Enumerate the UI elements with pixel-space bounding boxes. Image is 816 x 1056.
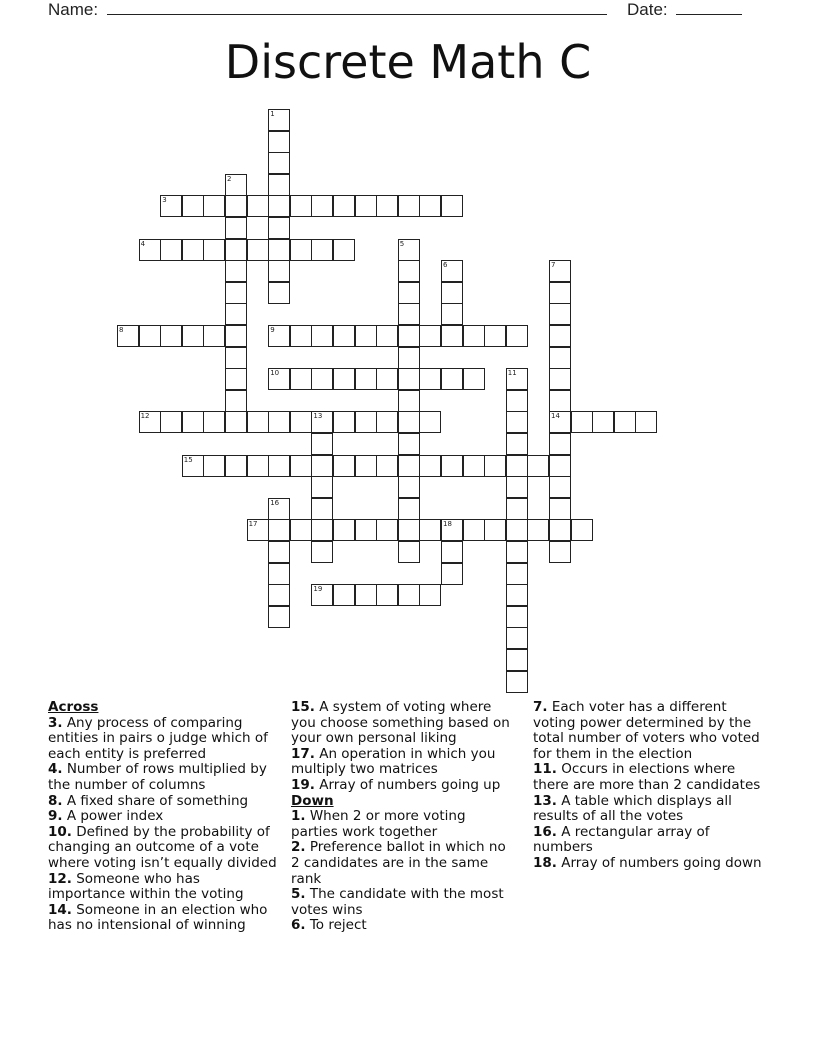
crossword-cell[interactable] xyxy=(268,368,290,390)
crossword-cell[interactable] xyxy=(290,455,312,477)
crossword-cell[interactable] xyxy=(419,584,441,606)
clue-number: 1 xyxy=(270,110,275,118)
down-clue-list-continued xyxy=(533,700,769,872)
crossword-cell[interactable] xyxy=(549,433,571,455)
crossword-cell[interactable] xyxy=(268,152,290,174)
crossword-cell[interactable] xyxy=(506,498,528,520)
crossword-cell[interactable] xyxy=(225,195,247,217)
crossword-cell[interactable] xyxy=(247,239,269,261)
clue-number-label: 10. xyxy=(48,823,72,840)
clue-item xyxy=(48,762,280,793)
clue-text: Preference ballot in which no 2 candidates are in the same rank xyxy=(291,839,506,887)
crossword-cell[interactable] xyxy=(311,455,333,477)
clue-text: A system of voting where you choose something based on your own personal liking xyxy=(291,699,510,747)
crossword-cell[interactable] xyxy=(549,519,571,541)
crossword-cell[interactable] xyxy=(311,195,333,217)
name-line[interactable] xyxy=(107,0,607,15)
crossword-cell[interactable] xyxy=(398,282,420,304)
clues-column-2 xyxy=(291,700,513,934)
clue-number-label: 18. xyxy=(533,854,557,871)
crossword-cell[interactable] xyxy=(311,411,333,433)
crossword-cell[interactable] xyxy=(376,411,398,433)
clue-item xyxy=(48,903,280,934)
crossword-cell[interactable] xyxy=(117,325,139,347)
clue-item xyxy=(291,747,513,778)
crossword-cell[interactable] xyxy=(225,411,247,433)
crossword-cell[interactable] xyxy=(268,174,290,196)
name-label: Name: xyxy=(48,0,99,19)
name-field[interactable] xyxy=(48,0,607,20)
crossword-cell[interactable] xyxy=(441,195,463,217)
crossword-cell[interactable] xyxy=(139,411,161,433)
crossword-cell[interactable] xyxy=(225,282,247,304)
clue-item xyxy=(291,700,513,747)
crossword-cell[interactable] xyxy=(268,260,290,282)
crossword-cell[interactable] xyxy=(506,433,528,455)
clue-text: Someone in an election who has no intensional of winning xyxy=(48,901,268,934)
crossword-cell[interactable] xyxy=(290,325,312,347)
crossword-cell[interactable] xyxy=(376,584,398,606)
clue-number-label: 3. xyxy=(48,714,63,731)
clue-text: When 2 or more voting parties work together xyxy=(291,808,466,840)
crossword-cell[interactable] xyxy=(398,325,420,347)
clue-text: Number of rows multiplied by the number of columns xyxy=(48,761,267,793)
crossword-cell[interactable] xyxy=(333,584,355,606)
clue-text: Array of numbers going up xyxy=(314,776,501,793)
crossword-cell[interactable] xyxy=(203,239,225,261)
clue-item xyxy=(291,809,513,840)
clue-number: 9 xyxy=(270,326,275,334)
crossword-cell[interactable] xyxy=(419,455,441,477)
crossword-cell[interactable] xyxy=(225,325,247,347)
crossword-cell[interactable] xyxy=(549,303,571,325)
crossword-cell[interactable] xyxy=(225,455,247,477)
clue-number: 16 xyxy=(270,498,280,507)
crossword-cell[interactable] xyxy=(311,368,333,390)
crossword-cell[interactable] xyxy=(182,455,204,477)
crossword-cell[interactable] xyxy=(225,239,247,261)
crossword-cell[interactable] xyxy=(398,195,420,217)
crossword-cell[interactable] xyxy=(203,411,225,433)
crossword-cell[interactable] xyxy=(441,519,463,541)
clue-number: 14 xyxy=(551,412,560,421)
crossword-cell[interactable] xyxy=(268,195,290,217)
clue-number: 8 xyxy=(119,326,124,334)
crossword-cell[interactable] xyxy=(355,411,377,433)
crossword-cell[interactable] xyxy=(441,563,463,585)
crossword-cell[interactable] xyxy=(549,411,571,433)
crossword-cell[interactable] xyxy=(398,498,420,520)
crossword-cell[interactable] xyxy=(311,498,333,520)
clue-text: Each voter has a different voting power determined by the total number of voters who voted for them in the election xyxy=(533,699,760,762)
crossword-cell[interactable] xyxy=(398,303,420,325)
clue-number: 2 xyxy=(227,174,232,183)
crossword-cell[interactable] xyxy=(463,519,485,541)
crossword-cell[interactable] xyxy=(398,260,420,282)
crossword-cell[interactable] xyxy=(376,519,398,541)
crossword-cell[interactable] xyxy=(614,411,636,433)
crossword-cell[interactable] xyxy=(182,239,204,261)
clue-text: A fixed share of something xyxy=(62,792,249,809)
crossword-cell[interactable] xyxy=(527,455,549,477)
clues-column-3 xyxy=(533,700,769,872)
crossword-cell[interactable] xyxy=(549,476,571,498)
crossword-cell[interactable] xyxy=(139,325,161,347)
crossword-cell[interactable] xyxy=(268,455,290,477)
crossword-cell[interactable] xyxy=(355,455,377,477)
crossword-cell[interactable] xyxy=(355,195,377,217)
crossword-cell[interactable] xyxy=(268,541,290,563)
crossword-cell[interactable] xyxy=(311,476,333,498)
crossword-cell[interactable] xyxy=(225,217,247,239)
clue-item xyxy=(48,825,280,872)
crossword-cell[interactable] xyxy=(160,239,182,261)
clue-text: A rectangular array of numbers xyxy=(533,823,710,856)
down-heading: Down xyxy=(291,792,334,809)
crossword-cell[interactable] xyxy=(355,519,377,541)
crossword-cell[interactable] xyxy=(506,671,528,693)
crossword-cell[interactable] xyxy=(549,260,571,282)
crossword-cell[interactable] xyxy=(139,239,161,261)
crossword-cell[interactable] xyxy=(398,541,420,563)
crossword-cell[interactable] xyxy=(182,195,204,217)
down-clue-list xyxy=(291,809,513,934)
crossword-cell[interactable] xyxy=(398,239,420,261)
crossword-cell[interactable] xyxy=(311,325,333,347)
crossword-cell[interactable] xyxy=(333,239,355,261)
crossword-cell[interactable] xyxy=(268,217,290,239)
clue-item xyxy=(291,887,513,918)
clue-number-label: 13. xyxy=(533,792,557,809)
crossword-cell[interactable] xyxy=(463,368,485,390)
clue-number: 10 xyxy=(270,369,280,378)
crossword-cell[interactable] xyxy=(441,455,463,477)
clue-item xyxy=(533,700,769,762)
date-field[interactable] xyxy=(627,0,742,20)
crossword-cell[interactable] xyxy=(549,347,571,369)
crossword-cell[interactable] xyxy=(398,476,420,498)
clue-text: Array of numbers going down xyxy=(556,854,762,871)
crossword-cell[interactable] xyxy=(441,282,463,304)
clue-text: A power index xyxy=(62,808,164,825)
crossword-cell[interactable] xyxy=(571,411,593,433)
crossword-cell[interactable] xyxy=(549,498,571,520)
clue-item xyxy=(48,716,280,763)
crossword-cell[interactable] xyxy=(225,174,247,196)
crossword-cell[interactable] xyxy=(549,455,571,477)
clue-number-label: 9. xyxy=(48,808,63,825)
crossword-cell[interactable] xyxy=(333,195,355,217)
crossword-cell[interactable] xyxy=(398,584,420,606)
crossword-cell[interactable] xyxy=(506,649,528,671)
clues-column-1 xyxy=(48,700,280,934)
crossword-cell[interactable] xyxy=(268,498,290,520)
crossword-cell[interactable] xyxy=(484,519,506,541)
crossword-cell[interactable] xyxy=(441,260,463,282)
crossword-cell[interactable] xyxy=(268,282,290,304)
crossword-cell[interactable] xyxy=(268,584,290,606)
crossword-cell[interactable] xyxy=(182,325,204,347)
crossword-cell[interactable] xyxy=(268,519,290,541)
across-heading: Across xyxy=(48,699,99,715)
crossword-cell[interactable] xyxy=(311,433,333,455)
crossword-cell[interactable] xyxy=(268,411,290,433)
crossword-cell[interactable] xyxy=(376,325,398,347)
crossword-cell[interactable] xyxy=(268,131,290,153)
crossword-cell[interactable] xyxy=(268,109,290,131)
crossword-cell[interactable] xyxy=(592,411,614,433)
crossword-cell[interactable] xyxy=(506,627,528,649)
crossword-cell[interactable] xyxy=(311,541,333,563)
crossword-cell[interactable] xyxy=(506,368,528,390)
crossword-cell[interactable] xyxy=(311,239,333,261)
crossword-cell[interactable] xyxy=(419,519,441,541)
crossword-cell[interactable] xyxy=(549,390,571,412)
clue-item xyxy=(48,809,280,825)
crossword-cell[interactable] xyxy=(333,519,355,541)
crossword-cell[interactable] xyxy=(506,411,528,433)
clue-text: Someone who has importance within the voting xyxy=(48,870,244,903)
crossword-cell[interactable] xyxy=(333,411,355,433)
clue-item xyxy=(48,872,280,903)
crossword-cell[interactable] xyxy=(398,411,420,433)
clue-item xyxy=(291,918,513,934)
crossword-cell[interactable] xyxy=(268,239,290,261)
crossword-cell[interactable] xyxy=(398,519,420,541)
crossword-cell[interactable] xyxy=(506,563,528,585)
clue-number-label: 12. xyxy=(48,870,72,887)
crossword-cell[interactable] xyxy=(398,455,420,477)
date-line[interactable] xyxy=(676,0,742,15)
crossword-cell[interactable] xyxy=(268,606,290,628)
clue-text: Occurs in elections where there are more than 2 candidates xyxy=(533,761,761,793)
clue-text: The candidate with the most votes wins xyxy=(291,886,504,918)
date-label: Date: xyxy=(627,0,668,19)
clue-number: 19 xyxy=(313,585,323,594)
crossword-cell[interactable] xyxy=(506,519,528,541)
crossword-cell[interactable] xyxy=(311,584,333,606)
crossword-cell[interactable] xyxy=(484,455,506,477)
clue-number-label: 8. xyxy=(48,792,63,809)
crossword-cell[interactable] xyxy=(419,325,441,347)
crossword-cell[interactable] xyxy=(398,390,420,412)
crossword-cell[interactable] xyxy=(419,411,441,433)
clue-number: 15 xyxy=(183,455,193,464)
crossword-cell[interactable] xyxy=(290,368,312,390)
clue-number-label: 11. xyxy=(533,761,557,778)
clue-number: 11 xyxy=(507,369,517,378)
clue-number-label: 5. xyxy=(291,886,306,903)
clue-number-label: 4. xyxy=(48,761,63,778)
crossword-cell[interactable] xyxy=(290,195,312,217)
crossword-cell[interactable] xyxy=(225,368,247,390)
crossword-cell[interactable] xyxy=(203,195,225,217)
crossword-cell[interactable] xyxy=(398,368,420,390)
clue-number-label: 17. xyxy=(291,745,315,762)
clue-number: 17 xyxy=(248,520,258,529)
crossword-cell[interactable] xyxy=(225,347,247,369)
clue-number: 18 xyxy=(443,520,452,529)
crossword-cell[interactable] xyxy=(549,282,571,304)
crossword-cell[interactable] xyxy=(484,325,506,347)
clue-number-label: 14. xyxy=(48,901,72,918)
clue-item xyxy=(291,840,513,887)
clue-number: 5 xyxy=(399,239,405,248)
across-clue-list-continued xyxy=(291,700,513,794)
clue-number: 12 xyxy=(140,412,150,421)
clue-number-label: 2. xyxy=(291,839,306,856)
clue-text: Defined by the probability of changing an outcome of a vote where voting isn’t equally divided xyxy=(48,823,277,871)
crossword-cell[interactable] xyxy=(247,455,269,477)
crossword-cell[interactable] xyxy=(376,368,398,390)
crossword-cell[interactable] xyxy=(376,455,398,477)
crossword-cell[interactable] xyxy=(506,325,528,347)
clue-text: An operation in which you multiply two matrices xyxy=(291,745,496,778)
crossword-cell[interactable] xyxy=(247,411,269,433)
clue-number-label: 15. xyxy=(291,699,315,715)
crossword-cell[interactable] xyxy=(333,455,355,477)
crossword-cell[interactable] xyxy=(247,519,269,541)
clue-number: 13 xyxy=(313,412,323,421)
crossword-cell[interactable] xyxy=(268,325,290,347)
crossword-cell[interactable] xyxy=(355,368,377,390)
across-clue-list xyxy=(48,716,280,934)
crossword-cell[interactable] xyxy=(311,519,333,541)
clue-number-label: 6. xyxy=(291,917,306,934)
clue-number: 6 xyxy=(443,261,448,270)
crossword-cell[interactable] xyxy=(506,476,528,498)
crossword-cell[interactable] xyxy=(225,260,247,282)
crossword-cell[interactable] xyxy=(419,368,441,390)
clue-text: A table which displays all results of all the votes xyxy=(533,792,732,825)
crossword-cell[interactable] xyxy=(506,390,528,412)
crossword-cell[interactable] xyxy=(333,368,355,390)
crossword-cell[interactable] xyxy=(441,368,463,390)
clue-number: 7 xyxy=(551,261,556,270)
crossword-cell[interactable] xyxy=(441,325,463,347)
clue-number-label: 7. xyxy=(533,699,548,715)
crossword-cell[interactable] xyxy=(527,519,549,541)
crossword-cell[interactable] xyxy=(355,584,377,606)
crossword-cell[interactable] xyxy=(268,563,290,585)
crossword-cell[interactable] xyxy=(203,455,225,477)
clue-item xyxy=(533,825,769,856)
page-title: Discrete Math C xyxy=(224,35,592,89)
crossword-cell[interactable] xyxy=(549,541,571,563)
crossword-cell[interactable] xyxy=(506,455,528,477)
crossword-cell[interactable] xyxy=(290,239,312,261)
crossword-cell[interactable] xyxy=(549,325,571,347)
clue-number: 4 xyxy=(140,239,146,248)
crossword-cell[interactable] xyxy=(290,519,312,541)
clue-item xyxy=(48,794,280,810)
crossword-cell[interactable] xyxy=(225,303,247,325)
crossword-cell[interactable] xyxy=(355,325,377,347)
clue-number-label: 16. xyxy=(533,823,557,840)
clue-item xyxy=(291,778,513,794)
crossword-cell[interactable] xyxy=(506,584,528,606)
clue-text: Any process of comparing entities in pairs o judge which of each entity is preferred xyxy=(48,714,268,762)
crossword-cell[interactable] xyxy=(635,411,657,433)
clue-text: To reject xyxy=(305,917,367,934)
clue-number-label: 19. xyxy=(291,776,315,793)
crossword-cell[interactable] xyxy=(203,325,225,347)
crossword-cell[interactable] xyxy=(160,195,182,217)
crossword-cell[interactable] xyxy=(549,368,571,390)
crossword-cell[interactable] xyxy=(463,455,485,477)
crossword-cell[interactable] xyxy=(463,325,485,347)
clue-number: 3 xyxy=(162,196,167,205)
crossword-cell[interactable] xyxy=(247,195,269,217)
crossword-cell[interactable] xyxy=(441,541,463,563)
crossword-cell[interactable] xyxy=(398,433,420,455)
crossword-cell[interactable] xyxy=(225,390,247,412)
crossword-cell[interactable] xyxy=(441,303,463,325)
crossword-cell[interactable] xyxy=(290,411,312,433)
crossword-cell[interactable] xyxy=(398,347,420,369)
clue-number-label: 1. xyxy=(291,808,306,825)
crossword-cell[interactable] xyxy=(160,325,182,347)
crossword-cell[interactable] xyxy=(506,541,528,563)
clue-item xyxy=(533,794,769,825)
clue-item xyxy=(533,762,769,793)
clue-item xyxy=(533,856,769,872)
crossword-cell[interactable] xyxy=(506,606,528,628)
crossword-cell[interactable] xyxy=(419,195,441,217)
crossword-cell[interactable] xyxy=(571,519,593,541)
crossword-cell[interactable] xyxy=(376,195,398,217)
crossword-cell[interactable] xyxy=(182,411,204,433)
crossword-cell[interactable] xyxy=(160,411,182,433)
crossword-cell[interactable] xyxy=(333,325,355,347)
